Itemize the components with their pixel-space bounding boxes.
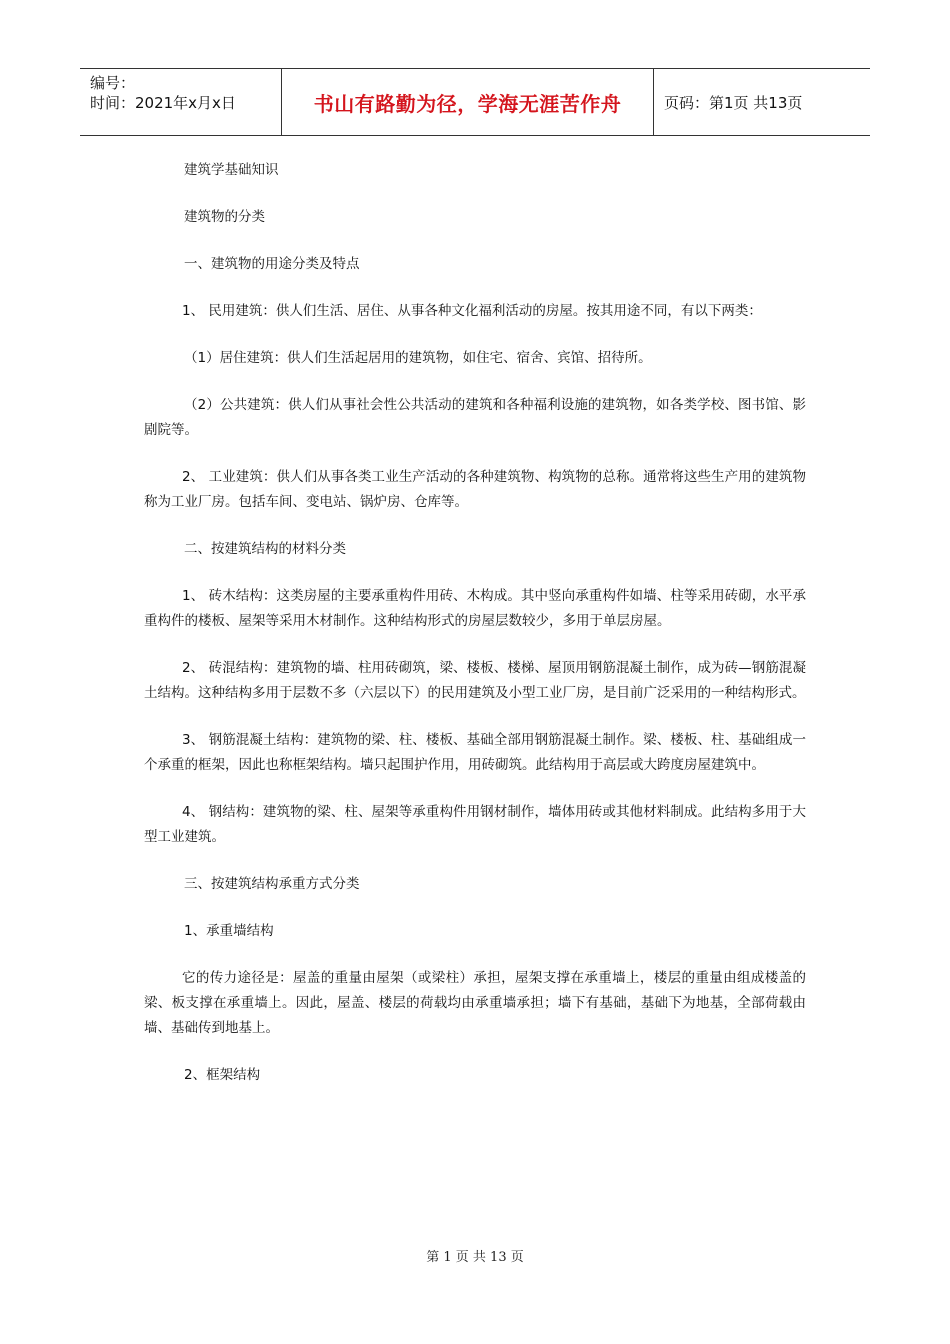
section-heading: 二、按建筑结构的材料分类 [184, 541, 346, 557]
paragraph: 4、 钢结构：建筑物的梁、柱、屋架等承重构件用钢材制作，墙体用砖或其他材料制成。此结构多用于大型工业建筑。 [144, 804, 806, 845]
paragraph: 2、 工业建筑：供人们从事各类工业生产活动的各种建筑物、构筑物的总称。通常将这些生产用的建筑物称为工业厂房。包括车间、变电站、锅炉房、仓库等。 [144, 469, 806, 510]
number-label: 编号： [90, 74, 136, 92]
section-heading: 一、建筑物的用途分类及特点 [184, 256, 360, 272]
page-header [80, 68, 870, 136]
header-motto: 书山有路勤为径，学海无涯苦作舟 [282, 69, 654, 135]
header-meta [80, 69, 282, 135]
header-page-info: 页码：第1页 共13页 [664, 93, 803, 112]
document-body [144, 158, 806, 1110]
paragraph: 它的传力途径是：屋盖的重量由屋架（或梁柱）承担，屋架支撑在承重墙上，楼层的重量由组成楼盖的梁、板支撑在承重墙上。因此，屋盖、楼层的荷载均由承重墙承担；墙下有基础，基础下为地基，全部荷载由墙、基础传到地基上。 [144, 970, 806, 1036]
subsection-heading: 2、框架结构 [184, 1067, 261, 1083]
subsection-heading: 1、承重墙结构 [184, 923, 274, 939]
section-heading: 建筑物的分类 [184, 209, 265, 225]
paragraph: （1）居住建筑：供人们生活起居用的建筑物，如住宅、宿舍、宾馆、招待所。 [184, 350, 652, 366]
paragraph: 2、 砖混结构：建筑物的墙、柱用砖砌筑，梁、楼板、楼梯、屋顶用钢筋混凝土制作，成为砖—钢筋混凝土结构。这种结构多用于层数不多（六层以下）的民用建筑及小型工业厂房，是目前广泛采用的一种结构形式。 [144, 660, 806, 701]
section-heading: 三、按建筑结构承重方式分类 [184, 876, 360, 892]
time-label: 时间：2021年x月x日 [90, 94, 236, 112]
page-footer: 第 1 页 共 13 页 [426, 1250, 524, 1265]
doc-title: 建筑学基础知识 [184, 162, 279, 178]
paragraph: 1、 砖木结构：这类房屋的主要承重构件用砖、木构成。其中竖向承重构件如墙、柱等采用砖砌，水平承重构件的楼板、屋架等采用木材制作。这种结构形式的房屋层数较少，多用于单层房屋。 [144, 588, 806, 629]
paragraph: 1、 民用建筑：供人们生活、居住、从事各种文化福利活动的房屋。按其用途不同，有以下两类： [182, 303, 762, 319]
paragraph: （2）公共建筑：供人们从事社会性公共活动的建筑和各种福利设施的建筑物，如各类学校、图书馆、影剧院等。 [144, 397, 806, 438]
paragraph: 3、 钢筋混凝土结构：建筑物的梁、柱、楼板、基础全部用钢筋混凝土制作。梁、楼板、柱、基础组成一个承重的框架，因此也称框架结构。墙只起围护作用，用砖砌筑。此结构用于高层或大跨度房屋建筑中。 [144, 732, 806, 773]
